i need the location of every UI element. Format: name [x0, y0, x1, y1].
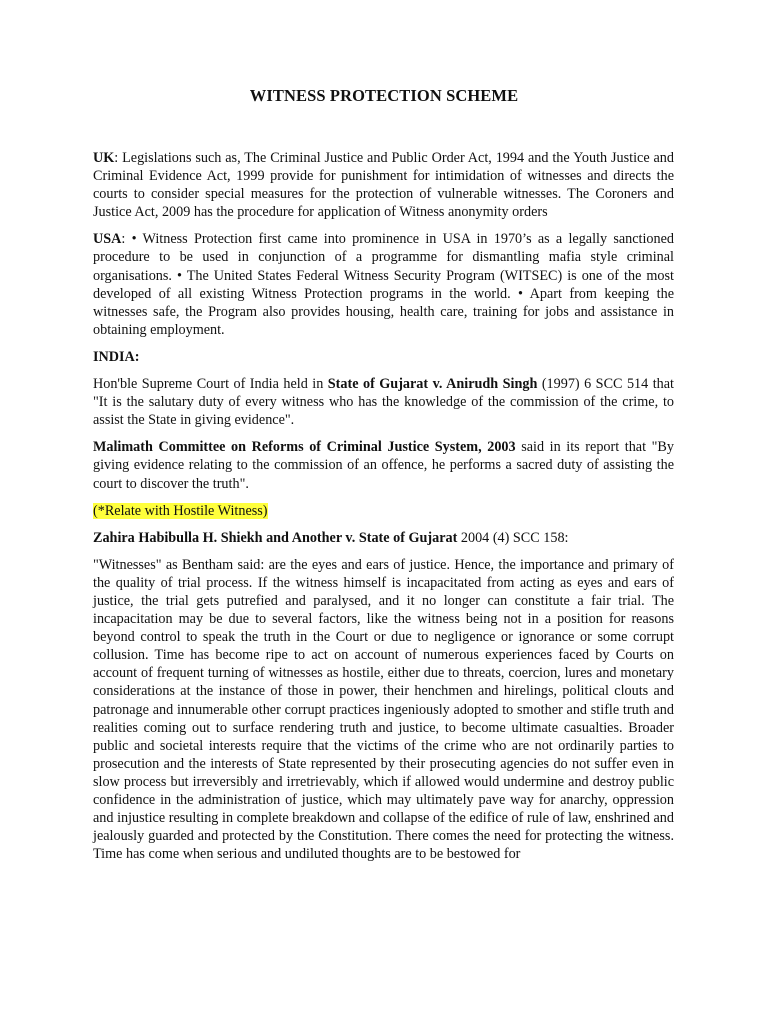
anirudh-paragraph [93, 375, 674, 429]
zahira-paragraph [93, 529, 674, 547]
uk-paragraph [93, 149, 674, 221]
malimath-case-name: Malimath Committee on Reforms of Criminal Justice System, 2003 [93, 439, 516, 456]
bentham-quote-paragraph: "Witnesses" as Bentham said: are the eyes and ears of justice. Hence, the importance and primary of the quality of trial process. If the witness himself is incapacitated from acting as eyes and ears of justice, the trial gets putrefied and paralysed, and it no longer can constitute a fair trial. The incapacitation may be due to several factors, like the witness being not in a position for reasons beyond control to speak the truth in the Court or due to negligence or ignorance or some corrupt collusion. Time has become ripe to act on account of numerous experiences faced by Courts on account of frequent turning of witnesses as hostile, either due to threats, coercion, lures and monetary considerations at the instance of those in power, their henchmen and hirelings, political clouts and patronage and innumerable other corrupt practices ingeniously adopted to smother and stifle truth and realities coming out to surface rendering truth and justice, to become ultimate casualties. Broader public and societal interests require that the victims of the crime who are not ordinarily parties to prosecution and the interests of State represented by their prosecuting agencies do not suffer even in slow process but irreversibly and irretrievably, which if allowed would undermine and destroy public confidence in the administration of justice, which may ultimately pave way for anarchy, oppression and injustice resulting in complete breakdown and collapse of the edifice of rule of law, enshrined and jealously guarded and protected by the Constitution. There comes the need for protecting the witness. Time has come when serious and undiluted thoughts are to be bestowed for [93, 556, 674, 863]
anirudh-pre: Hon'ble Supreme Court of India held in [93, 376, 328, 393]
usa-label: USA [93, 231, 122, 248]
uk-text: : Legislations such as, The Criminal Justice and Public Order Act, 1994 and the Youth Justice and Criminal Evidence Act, 1999 provide for punishment for intimidation of witnesses and directs the courts to consider special measures for the protection of vulnerable witnesses. The Coroners and Justice Act, 2009 has the procedure for application of Witness anonymity orders [93, 150, 674, 221]
hostile-witness-highlight: (*Relate with Hostile Witness) [93, 502, 268, 519]
malimath-paragraph [93, 438, 674, 492]
usa-text: : • Witness Protection first came into prominence in USA in 1970’s as a legally sanctioned procedure to be used in conjunction of a programme for dismantling mafia style criminal organisations. • The United States Federal Witness Security Program (WITSEC) is one of the most developed of all existing Witness Protection programs in the world. • Apart from keeping the witnesses safe, the Program also provides housing, health care, training for jobs and assistance in obtaining employment. [93, 231, 674, 338]
uk-label: UK [93, 150, 115, 166]
highlight-paragraph [93, 502, 674, 520]
india-heading: INDIA: [93, 348, 140, 365]
zahira-case-name: Zahira Habibulla H. Shiekh and Another v. State of Gujarat [93, 529, 458, 546]
anirudh-post: (1997) 6 SCC 514 that "It is the salutary duty of every witness who has the knowledge of the commission of the crime, to assist the State in giving evidence". [93, 376, 674, 429]
zahira-post: 2004 (4) SCC 158: [457, 529, 569, 546]
document-body [93, 149, 674, 872]
anirudh-case-name: State of Gujarat v. Anirudh Singh [327, 376, 538, 393]
page-title: WITNESS PROTECTION SCHEME [249, 86, 519, 105]
usa-paragraph [93, 230, 674, 339]
malimath-post: said in its report that "By giving evidence relating to the commission of an offence, he performs a sacred duty of assisting the court to discover the truth". [93, 439, 674, 492]
